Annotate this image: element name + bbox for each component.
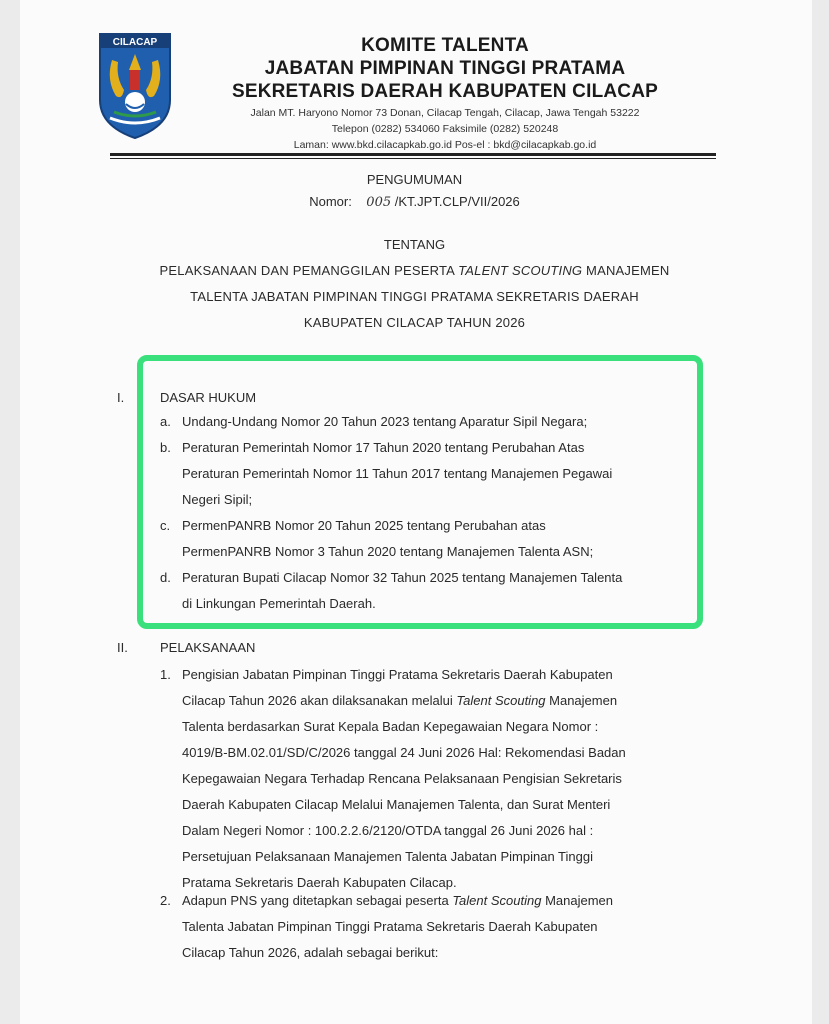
phone-line: Telepon (0282) 534060 Faksimile (0282) 520248 (331, 123, 559, 135)
svg-text:CILACAP: CILACAP (112, 37, 158, 48)
org-name-line3: SEKRETARIS DAERAH KABUPATEN CILACAP (231, 81, 659, 102)
section-2-heading: PELAKSANAAN (160, 640, 256, 655)
letterhead-rule-thin (110, 158, 716, 159)
address-line: Jalan MT. Haryono Nomor 73 Donan, Cilacap Tengah, Cilacap, Jawa Tengah 53222 (250, 107, 640, 119)
title-line-2: TALENTA JABATAN PIMPINAN TINGGI PRATAMA SEKRETARIS DAERAH (190, 289, 639, 304)
section-1-number: I. (117, 390, 125, 405)
announcement-number: Nomor: 005 /KT.JPT.CLP/VII/2026 (309, 194, 520, 210)
letterhead-rule-thick (110, 153, 716, 156)
cilacap-emblem-logo (96, 30, 174, 140)
letterhead (180, 34, 710, 153)
title-line-1: PELAKSANAAN DAN PEMANGGILAN PESERTA TALENT SCOUTING MANAJEMEN (159, 263, 670, 278)
org-name-line2: JABATAN PIMPINAN TINGGI PRATAMA (264, 58, 626, 79)
title-line-3: KABUPATEN CILACAP TAHUN 2026 (303, 315, 526, 330)
org-name-line1: KOMITE TALENTA (361, 35, 529, 56)
section-1-heading: DASAR HUKUM (160, 390, 257, 405)
handwritten-number: 005 (366, 195, 392, 210)
announcement-label: PENGUMUMAN (366, 172, 463, 187)
tentang-label: TENTANG (383, 237, 446, 252)
section-2-number: II. (117, 640, 128, 655)
web-line: Laman: www.bkd.cilacapkab.go.id Pos-el : bkd@cilacapkab.go.id (293, 139, 597, 151)
